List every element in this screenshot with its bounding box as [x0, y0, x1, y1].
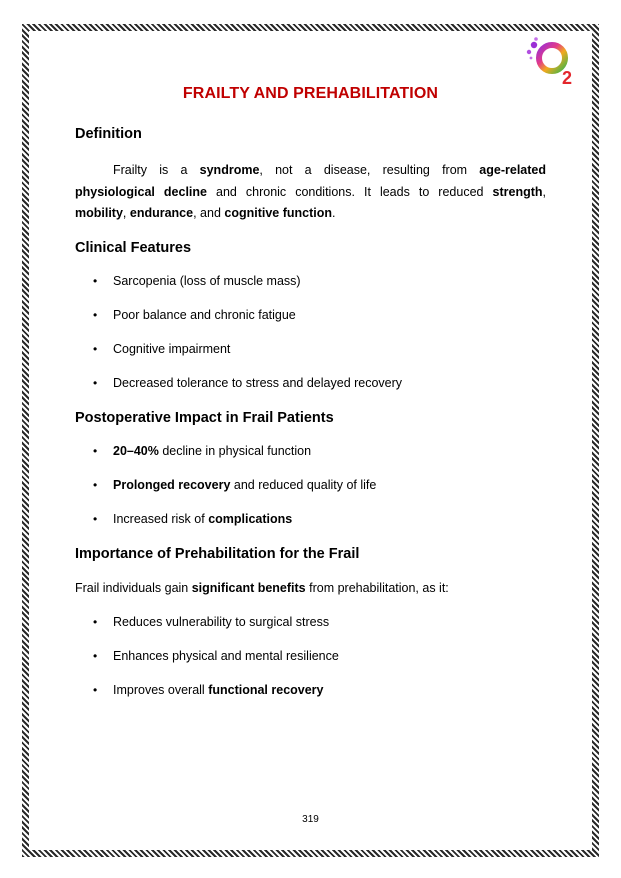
heading-importance-prehabilitation: Importance of Prehabilitation for the Frail	[75, 545, 360, 562]
importance-list	[75, 614, 546, 698]
importance-intro: Frail individuals gain significant benefits from prehabilitation, as it:	[75, 580, 449, 595]
o2-logo-icon	[524, 36, 580, 88]
list-item: • Cognitive impairment	[75, 341, 546, 357]
list-item: • Reduces vulnerability to surgical stress	[75, 614, 546, 630]
heading-definition: Definition	[75, 126, 142, 142]
list-item: • Enhances physical and mental resilience	[75, 648, 546, 664]
list-item: • 20–40% decline in physical function	[75, 443, 546, 459]
page-number: 319	[302, 814, 319, 825]
heading-postoperative-impact: Postoperative Impact in Frail Patients	[75, 409, 334, 426]
heading-clinical-features: Clinical Features	[75, 239, 192, 256]
list-item: • Prolonged recovery and reduced quality of life	[75, 477, 546, 493]
postoperative-impact-list	[75, 443, 546, 527]
clinical-features-list	[75, 273, 546, 391]
page-title: FRAILTY AND PREHABILITATION	[182, 85, 439, 102]
document-body	[75, 124, 546, 698]
list-item: • Sarcopenia (loss of muscle mass)	[75, 273, 546, 289]
svg-text:2: 2	[562, 68, 573, 88]
list-item: • Poor balance and chronic fatigue	[75, 307, 546, 323]
list-item: • Increased risk of complications	[75, 511, 546, 527]
list-item: • Decreased tolerance to stress and delayed recovery	[75, 375, 546, 391]
definition-paragraph: Frailty is a syndrome, not a disease, resulting from age-related physiological decline and chronic conditions. It leads to reduced strength, mobility, endurance, and cognitive function.	[75, 163, 546, 220]
list-item: • Improves overall functional recovery	[75, 682, 546, 698]
